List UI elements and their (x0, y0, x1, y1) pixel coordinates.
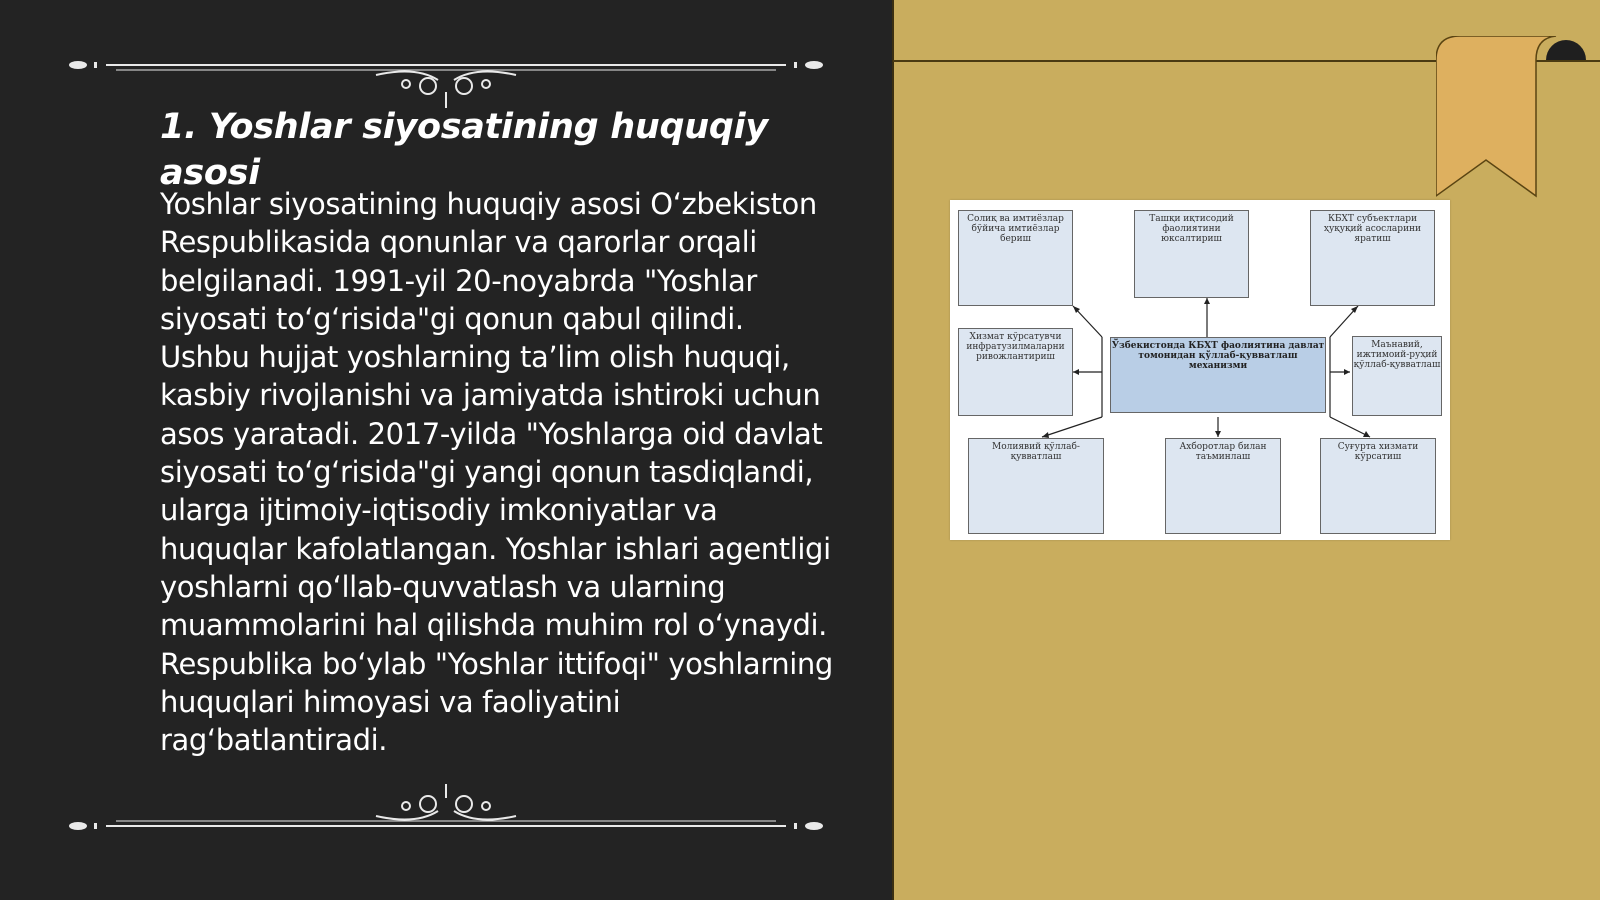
ornament-divider-bottom (66, 776, 826, 836)
diagram-box-legal-basis: КБХТ субъектлари ҳуқуқий асосларини яратиш (1310, 210, 1435, 306)
slide-title: 1. Yoshlar siyosatining huquqiy asosi (160, 107, 768, 193)
bookmark-icon (1436, 36, 1586, 198)
diagram-box-insurance: Суғурта хизмати кўрсатиш (1320, 438, 1436, 534)
diagram-box-foreign-trade: Ташқи иқтисодий фаолиятини юксалтириш (1134, 210, 1249, 298)
diagram-box-financial-support: Молиявий қўллаб-қувватлаш (968, 438, 1104, 534)
diagram-box-tax-benefits: Солиқ ва имтиёзлар бўйича имтиёзлар бериш (958, 210, 1073, 306)
diagram-box-infrastructure: Хизмат кўрсатувчи инфратузилмаларни ривожлантириш (958, 328, 1073, 416)
support-mechanism-diagram (950, 200, 1450, 540)
ornament-divider-top (66, 50, 826, 110)
slide-body-text: Yoshlar siyosatining huquqiy asosi O‘zbekiston Respublikasida qonunlar va qarorlar orqali belgilanadi. 1991-yil 20-noyabrda "Yoshlar siyosati to‘g‘risida"gi qonun qabul qilindi. Ushbu hujjat yoshlarning ta’lim olish huquqi, kasbiy rivojlanishi va jamiyatda ishtiroki uchun asos yaratadi. 2017-yilda "Yoshlarga oid davlat siyosati to‘g‘risida"gi yangi qonun tasdiqlandi, ularga ijtimoiy-iqtisodiy imkoniyatlar va huquqlar kafolatlangan. Yoshlar ishlari agentligi yoshlarni qo‘llab-quvvatlash va ularning muammolarini hal qilishda muhim rol o‘ynaydi. Respublika bo‘ylab "Yoshlar ittifoqi" yoshlarning huquqlari himoyasi va faoliyatini rag‘batlantiradi. (160, 187, 833, 758)
panel-divider (892, 0, 894, 900)
diagram-box-central-mechanism: Ўзбекистонда КБХТ фаолиятина давлат томонидан қўллаб-қувватлаш механизми (1110, 337, 1326, 413)
diagram-box-social-support: Маънавий, ижтимоий-руҳий қўллаб-қувватлаш (1352, 336, 1442, 416)
diagram-box-information: Ахборотлар билан таъминлаш (1165, 438, 1281, 534)
